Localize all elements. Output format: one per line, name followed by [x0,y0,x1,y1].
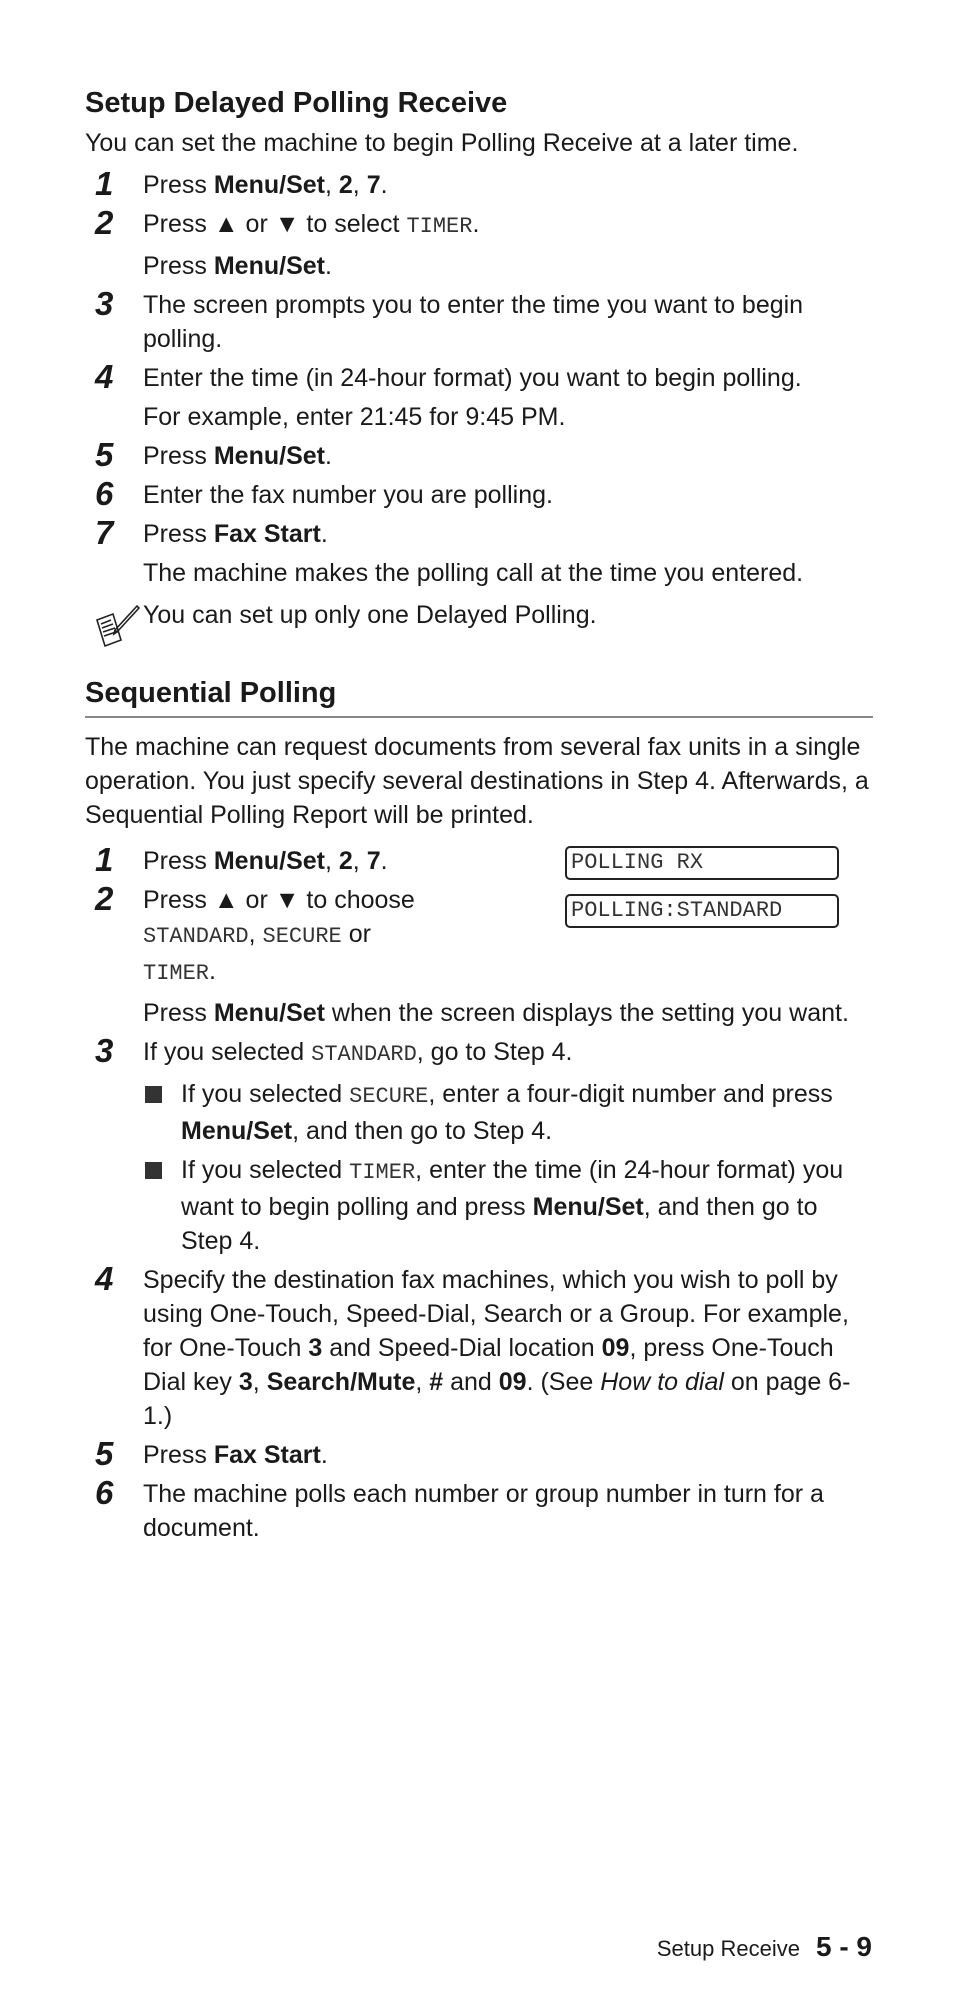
step-7-result: The machine makes the polling call at the time you entered. [143,559,804,587]
step-4-example: For example, enter 21:45 for 9:45 PM. [143,403,566,431]
seq-step-4: 4 Specify the destination fax machines, which you wish to poll by using One-Touch, Speed-Dial, Search or a Group. For example, for One-Touch 3 and Speed-Dial location 09, press One-Touch Dial key 3, Search/Mute, # and 09. (See How to dial on page 6-1.) [95,1260,851,1430]
step-list-sequential [85,841,873,1545]
step-2: 2 Press ▲ or ▼ to select TIMER. [95,204,480,241]
step-7: 7 Press Fax Start. [95,514,328,551]
page-footer [657,1931,872,1965]
note-pad-icon [91,600,141,648]
seq-step-2: 2 Press ▲ or ▼ to choose STANDARD, SECURE or TIMER. [95,880,415,986]
bullet-square-icon [145,1086,162,1103]
step-5: 5 Press Menu/Set. [95,436,332,473]
section-intro: You can set the machine to begin Polling Receive at a later time. [85,129,799,157]
bullet-secure: If you selected SECURE, enter a four-digit number and press Menu/Set, and then go to Step 4. [85,1077,873,1148]
footer-section-name: Setup Receive [656,1936,800,1961]
step-6: 6 Enter the fax number you are polling. [95,475,553,512]
manual-page [85,86,873,1545]
section-heading-rule [85,676,873,718]
bullet-square-icon [145,1162,162,1179]
seq-step-5: 5 Press Fax Start. [95,1435,328,1472]
step-3: 3 The screen prompts you to enter the time you want to begin polling. [95,285,804,353]
lcd-display-1: POLLING RX [565,846,839,880]
note: You can set up only one Delayed Polling. [85,598,873,650]
page-number: 5 - 9 [815,1931,872,1962]
step-2-continued: Press Menu/Set. [143,252,332,280]
step-1: 1 Press Menu/Set, 2, 7. [95,165,388,202]
section-title-sequential-polling: Sequential Polling [85,677,337,709]
seq-step-1: 1 Press Menu/Set, 2, 7. [95,841,388,878]
section-title-delayed-polling: Setup Delayed Polling Receive [85,87,508,119]
cross-reference: How to dial [600,1368,724,1396]
seq-step-2-continued: Press Menu/Set when the screen displays the setting you want. [143,999,849,1027]
bullet-timer: If you selected TIMER, enter the time (in 24-hour format) you want to begin polling and press Menu/Set, and then go to Step 4. [85,1153,873,1258]
seq-step-3: 3 If you selected STANDARD, go to Step 4. [95,1032,573,1069]
step-list-delayed [85,165,873,590]
section-intro-sequential: The machine can request documents from several fax units in a single operation. You just specify several destinations in Step 4. Afterwards, a Sequential Polling Report will be printed. [85,733,869,829]
lcd-display-2: POLLING:STANDARD [565,894,839,928]
seq-step-6: 6 The machine polls each number or group number in turn for a document. [95,1474,824,1542]
step-4: 4 Enter the time (in 24-hour format) you want to begin polling. [95,358,802,395]
